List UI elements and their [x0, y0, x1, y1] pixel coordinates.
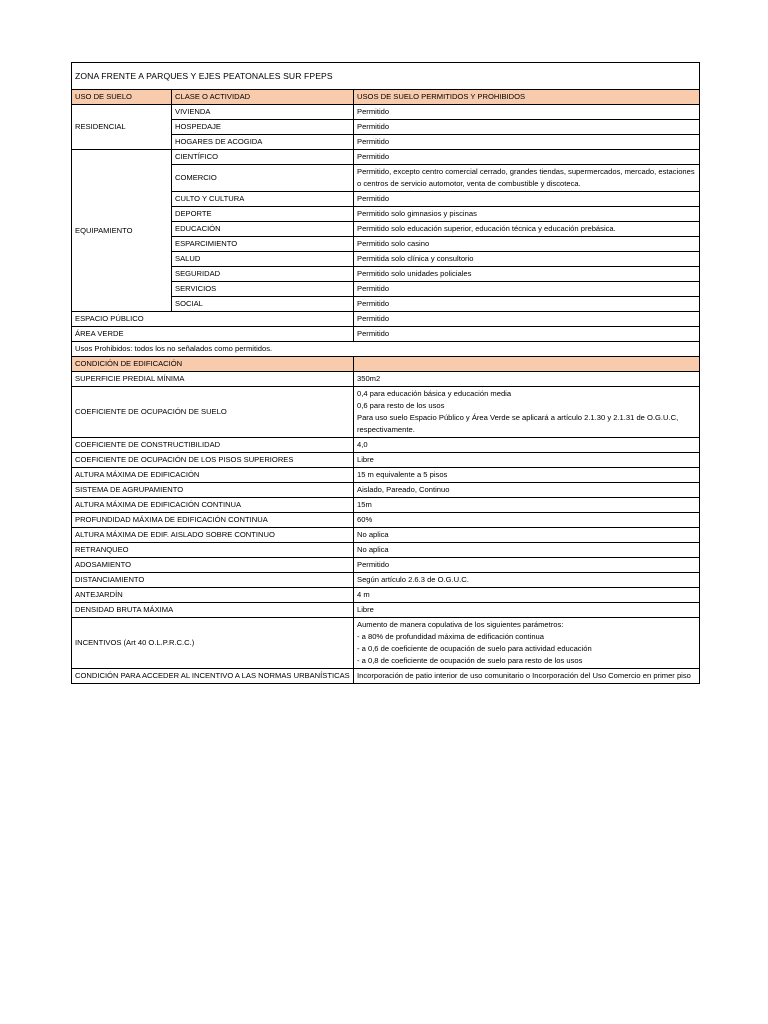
clase-cell: DEPORTE — [172, 207, 354, 222]
condicion-header-empty — [354, 357, 700, 372]
header-row — [72, 90, 700, 105]
header-uso: USO DE SUELO — [72, 90, 172, 105]
document-page — [71, 62, 699, 684]
table-row — [72, 453, 700, 468]
value-line: 0,4 para educación básica y educación media — [357, 389, 512, 398]
zoning-table — [71, 62, 700, 684]
value-line: - a 80% de profundidad máxima de edificación continua — [357, 632, 545, 641]
param-value: Incorporación de patio interior de uso comunitario o Incorporación del Uso Comercio en primer piso — [354, 669, 700, 684]
param-value: Según artículo 2.6.3 de O.G.U.C. — [354, 573, 700, 588]
param-label: ANTEJARDÍN — [72, 588, 354, 603]
param-value: Permitido — [354, 558, 700, 573]
clase-cell: VIVIENDA — [172, 105, 354, 120]
param-label: ALTURA MÁXIMA DE EDIF. AISLADO SOBRE CONTINUO — [72, 528, 354, 543]
valor-cell: Permitido — [354, 312, 700, 327]
param-value: 15 m equivalente a 5 pisos — [354, 468, 700, 483]
param-value: Libre — [354, 453, 700, 468]
valor-cell: Permitido — [354, 327, 700, 342]
table-row — [72, 372, 700, 387]
clase-cell: SALUD — [172, 252, 354, 267]
table-row — [72, 669, 700, 684]
value-line: Aumento de manera copulativa de los siguientes parámetros: — [357, 620, 564, 629]
condicion-header: CONDICIÓN DE EDIFICACIÓN — [72, 357, 354, 372]
valor-cell: Permitido — [354, 150, 700, 165]
param-value: 350m2 — [354, 372, 700, 387]
value-line: - a 0,6 de coeficiente de ocupación de suelo para actividad educación — [357, 644, 592, 653]
table-row — [72, 528, 700, 543]
param-label: SUPERFICIE PREDIAL MÍNIMA — [72, 372, 354, 387]
valor-cell: Permitido — [354, 120, 700, 135]
param-label: INCENTIVOS (Art 40 O.L.P.R.C.C.) — [72, 618, 354, 669]
valor-cell: Permitido solo casino — [354, 237, 700, 252]
table-row — [72, 543, 700, 558]
table-row — [72, 150, 700, 165]
clase-cell: COMERCIO — [172, 165, 354, 192]
param-label: DENSIDAD BRUTA MÁXIMA — [72, 603, 354, 618]
param-value: No aplica — [354, 528, 700, 543]
table-row — [72, 312, 700, 327]
clase-cell: ESPARCIMIENTO — [172, 237, 354, 252]
clase-cell: HOSPEDAJE — [172, 120, 354, 135]
group-equipamiento: EQUIPAMIENTO — [72, 150, 172, 312]
param-value: Aislado, Pareado, Continuo — [354, 483, 700, 498]
usos-prohibidos-note: Usos Prohibidos: todos los no señalados como permitidos. — [72, 342, 700, 357]
valor-cell: Permitido solo educación superior, educación técnica y educación prebásica. — [354, 222, 700, 237]
table-row — [72, 603, 700, 618]
valor-cell: Permitido — [354, 192, 700, 207]
table-row — [72, 618, 700, 669]
table-row — [72, 468, 700, 483]
param-value: 4,0 — [354, 438, 700, 453]
section-header-row — [72, 357, 700, 372]
param-label: SISTEMA DE AGRUPAMIENTO — [72, 483, 354, 498]
value-line: - a 0,8 de coeficiente de ocupación de suelo para resto de los usos — [357, 656, 583, 665]
clase-cell: HOGARES DE ACOGIDA — [172, 135, 354, 150]
valor-cell: Permitido solo unidades policiales — [354, 267, 700, 282]
header-clase: CLASE O ACTIVIDAD — [172, 90, 354, 105]
table-row — [72, 588, 700, 603]
title-row — [72, 63, 700, 90]
group-residencial: RESIDENCIAL — [72, 105, 172, 150]
clase-cell: SERVICIOS — [172, 282, 354, 297]
param-label: ALTURA MÁXIMA DE EDIFICACIÓN CONTINUA — [72, 498, 354, 513]
param-label: DISTANCIAMIENTO — [72, 573, 354, 588]
param-label: CONDICIÓN PARA ACCEDER AL INCENTIVO A LAS NORMAS URBANÍSTICAS — [72, 669, 354, 684]
param-value: 4 m — [354, 588, 700, 603]
valor-cell: Permitido — [354, 282, 700, 297]
param-label: PROFUNDIDAD MÁXIMA DE EDIFICACIÓN CONTINUA — [72, 513, 354, 528]
param-label: COEFICIENTE DE OCUPACIÓN DE SUELO — [72, 387, 354, 438]
param-value: 60% — [354, 513, 700, 528]
table-row — [72, 387, 700, 438]
param-label: ADOSAMIENTO — [72, 558, 354, 573]
header-permitidos: USOS DE SUELO PERMITIDOS Y PROHIBIDOS — [354, 90, 700, 105]
table-row — [72, 573, 700, 588]
table-title: ZONA FRENTE A PARQUES Y EJES PEATONALES SUR FPEPS — [72, 63, 700, 90]
param-value — [354, 618, 700, 669]
clase-cell: EDUCACIÓN — [172, 222, 354, 237]
espacio-publico-label: ESPACIO PÚBLICO — [72, 312, 354, 327]
valor-cell: Permitido — [354, 105, 700, 120]
table-row — [72, 498, 700, 513]
value-line: Para uso suelo Espacio Público y Área Verde se aplicará a artículo 2.1.30 y 2.1.31 de O.G.U.C, respectivamente. — [357, 413, 679, 434]
valor-cell: Permitida solo clínica y consultorio — [354, 252, 700, 267]
clase-cell: SOCIAL — [172, 297, 354, 312]
param-value: Libre — [354, 603, 700, 618]
valor-cell: Permitido — [354, 135, 700, 150]
table-row — [72, 342, 700, 357]
valor-cell: Permitido — [354, 297, 700, 312]
table-row — [72, 513, 700, 528]
param-label: ALTURA MÁXIMA DE EDIFICACIÓN — [72, 468, 354, 483]
valor-cell: Permitido, excepto centro comercial cerrado, grandes tiendas, supermercados, mercado, estaciones o centros de servicio automotor, venta de combustible y discoteca. — [354, 165, 700, 192]
table-row — [72, 438, 700, 453]
param-value: 15m — [354, 498, 700, 513]
valor-cell: Permitido solo gimnasios y piscinas — [354, 207, 700, 222]
param-value: No aplica — [354, 543, 700, 558]
clase-cell: SEGURIDAD — [172, 267, 354, 282]
param-label: RETRANQUEO — [72, 543, 354, 558]
table-row — [72, 105, 700, 120]
clase-cell: CIENTÍFICO — [172, 150, 354, 165]
table-row — [72, 483, 700, 498]
param-label: COEFICIENTE DE OCUPACIÓN DE LOS PISOS SUPERIORES — [72, 453, 354, 468]
param-label: COEFICIENTE DE CONSTRUCTIBILIDAD — [72, 438, 354, 453]
clase-cell: CULTO Y CULTURA — [172, 192, 354, 207]
value-line: 0,6 para resto de los usos — [357, 401, 445, 410]
table-row — [72, 558, 700, 573]
table-row — [72, 327, 700, 342]
area-verde-label: ÁREA VERDE — [72, 327, 354, 342]
param-value — [354, 387, 700, 438]
